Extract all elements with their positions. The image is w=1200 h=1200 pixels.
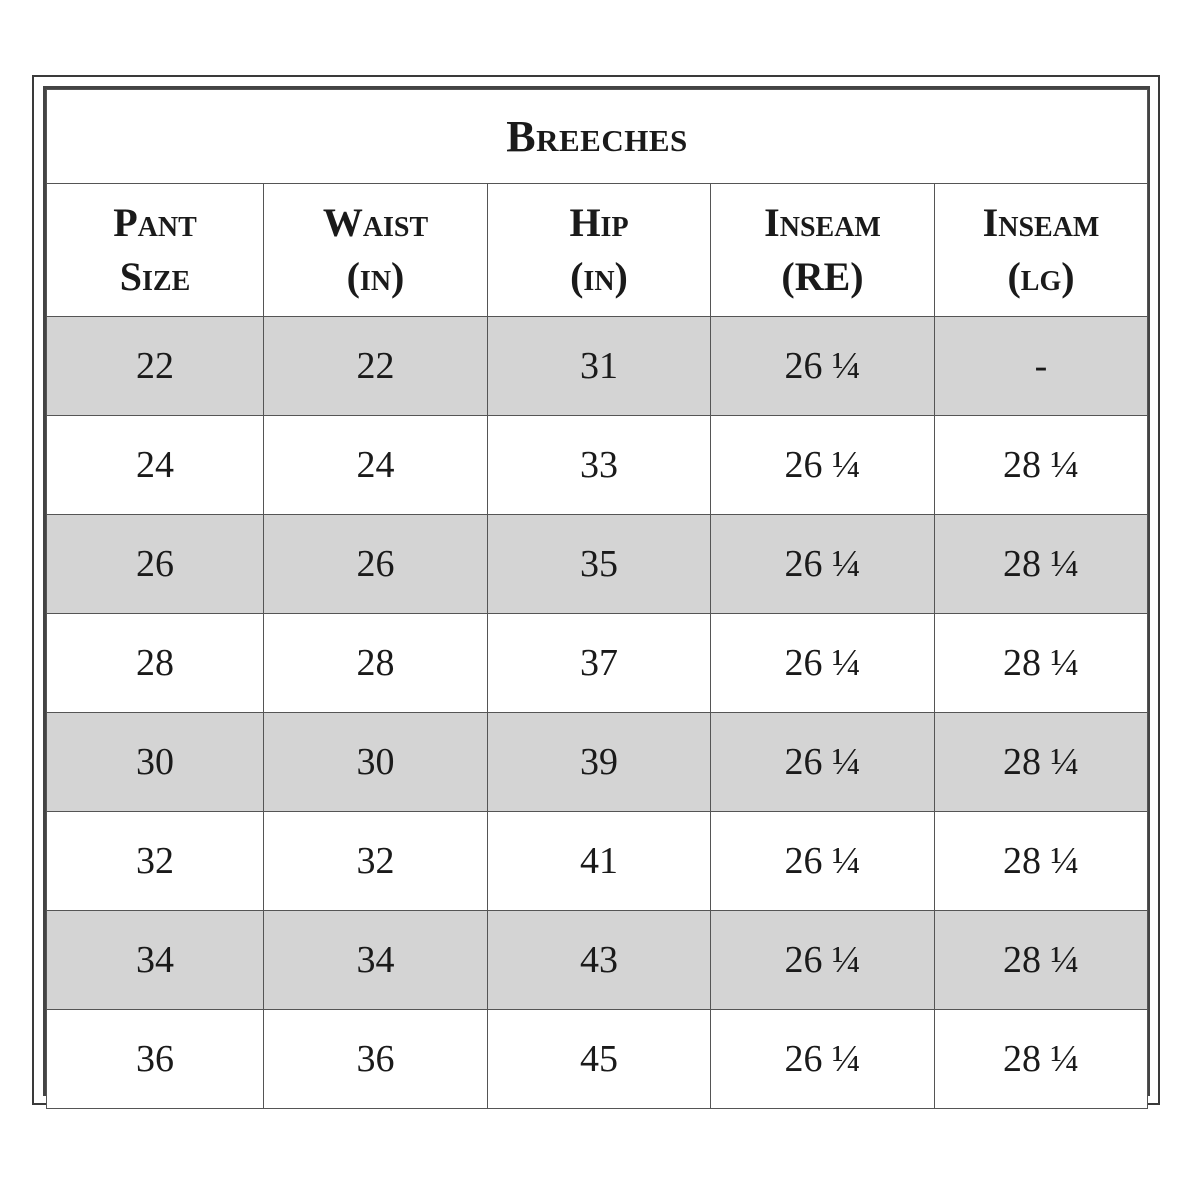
cell-inseam-re: 26 ¼ <box>711 713 935 812</box>
cell-hip: 45 <box>488 1010 711 1109</box>
cell-inseam-lg: 28 ¼ <box>935 911 1148 1010</box>
header-line: Size <box>119 254 191 299</box>
cell-hip: 33 <box>488 416 711 515</box>
header-line: Waist <box>322 200 429 245</box>
cell-inseam-re: 26 ¼ <box>711 1010 935 1109</box>
header-line: (lg) <box>1007 254 1075 299</box>
cell-inseam-lg: 28 ¼ <box>935 713 1148 812</box>
cell-waist: 32 <box>264 812 488 911</box>
header-line: (in) <box>346 254 405 299</box>
size-chart-table <box>46 89 1148 1109</box>
cell-inseam-lg: 28 ¼ <box>935 1010 1148 1109</box>
cell-inseam-re: 26 ¼ <box>711 812 935 911</box>
header-line: (in) <box>570 254 628 299</box>
cell-pant-size: 22 <box>47 317 264 416</box>
cell-pant-size: 30 <box>47 713 264 812</box>
table-row <box>47 515 1148 614</box>
table-title: Breeches <box>47 90 1148 184</box>
cell-inseam-lg: 28 ¼ <box>935 515 1148 614</box>
cell-waist: 22 <box>264 317 488 416</box>
cell-hip: 39 <box>488 713 711 812</box>
cell-pant-size: 26 <box>47 515 264 614</box>
header-line: Hip <box>569 200 629 245</box>
cell-pant-size: 34 <box>47 911 264 1010</box>
header-line: Inseam <box>764 200 881 245</box>
cell-hip: 35 <box>488 515 711 614</box>
cell-inseam-re: 26 ¼ <box>711 911 935 1010</box>
cell-waist: 36 <box>264 1010 488 1109</box>
header-line: Pant <box>113 200 197 245</box>
header-pant-size <box>47 184 264 317</box>
table-row <box>47 713 1148 812</box>
cell-inseam-re: 26 ¼ <box>711 317 935 416</box>
cell-inseam-lg: 28 ¼ <box>935 614 1148 713</box>
cell-inseam-re: 26 ¼ <box>711 416 935 515</box>
header-line: Inseam <box>982 200 1100 245</box>
header-inseam-lg <box>935 184 1148 317</box>
header-row <box>47 184 1148 317</box>
cell-waist: 28 <box>264 614 488 713</box>
table-row <box>47 1010 1148 1109</box>
cell-hip: 37 <box>488 614 711 713</box>
cell-hip: 41 <box>488 812 711 911</box>
table-row <box>47 317 1148 416</box>
table-row <box>47 416 1148 515</box>
table-row <box>47 911 1148 1010</box>
cell-hip: 31 <box>488 317 711 416</box>
cell-inseam-lg: 28 ¼ <box>935 812 1148 911</box>
cell-inseam-lg: 28 ¼ <box>935 416 1148 515</box>
header-inseam-re <box>711 184 935 317</box>
table-row <box>47 812 1148 911</box>
header-line: (RE) <box>781 254 864 299</box>
cell-inseam-re: 26 ¼ <box>711 614 935 713</box>
cell-pant-size: 32 <box>47 812 264 911</box>
cell-pant-size: 28 <box>47 614 264 713</box>
cell-pant-size: 24 <box>47 416 264 515</box>
header-hip <box>488 184 711 317</box>
cell-inseam-lg: - <box>935 317 1148 416</box>
cell-waist: 30 <box>264 713 488 812</box>
cell-hip: 43 <box>488 911 711 1010</box>
cell-inseam-re: 26 ¼ <box>711 515 935 614</box>
header-waist <box>264 184 488 317</box>
cell-waist: 34 <box>264 911 488 1010</box>
cell-waist: 24 <box>264 416 488 515</box>
cell-pant-size: 36 <box>47 1010 264 1109</box>
title-row <box>47 90 1148 184</box>
table-row <box>47 614 1148 713</box>
cell-waist: 26 <box>264 515 488 614</box>
